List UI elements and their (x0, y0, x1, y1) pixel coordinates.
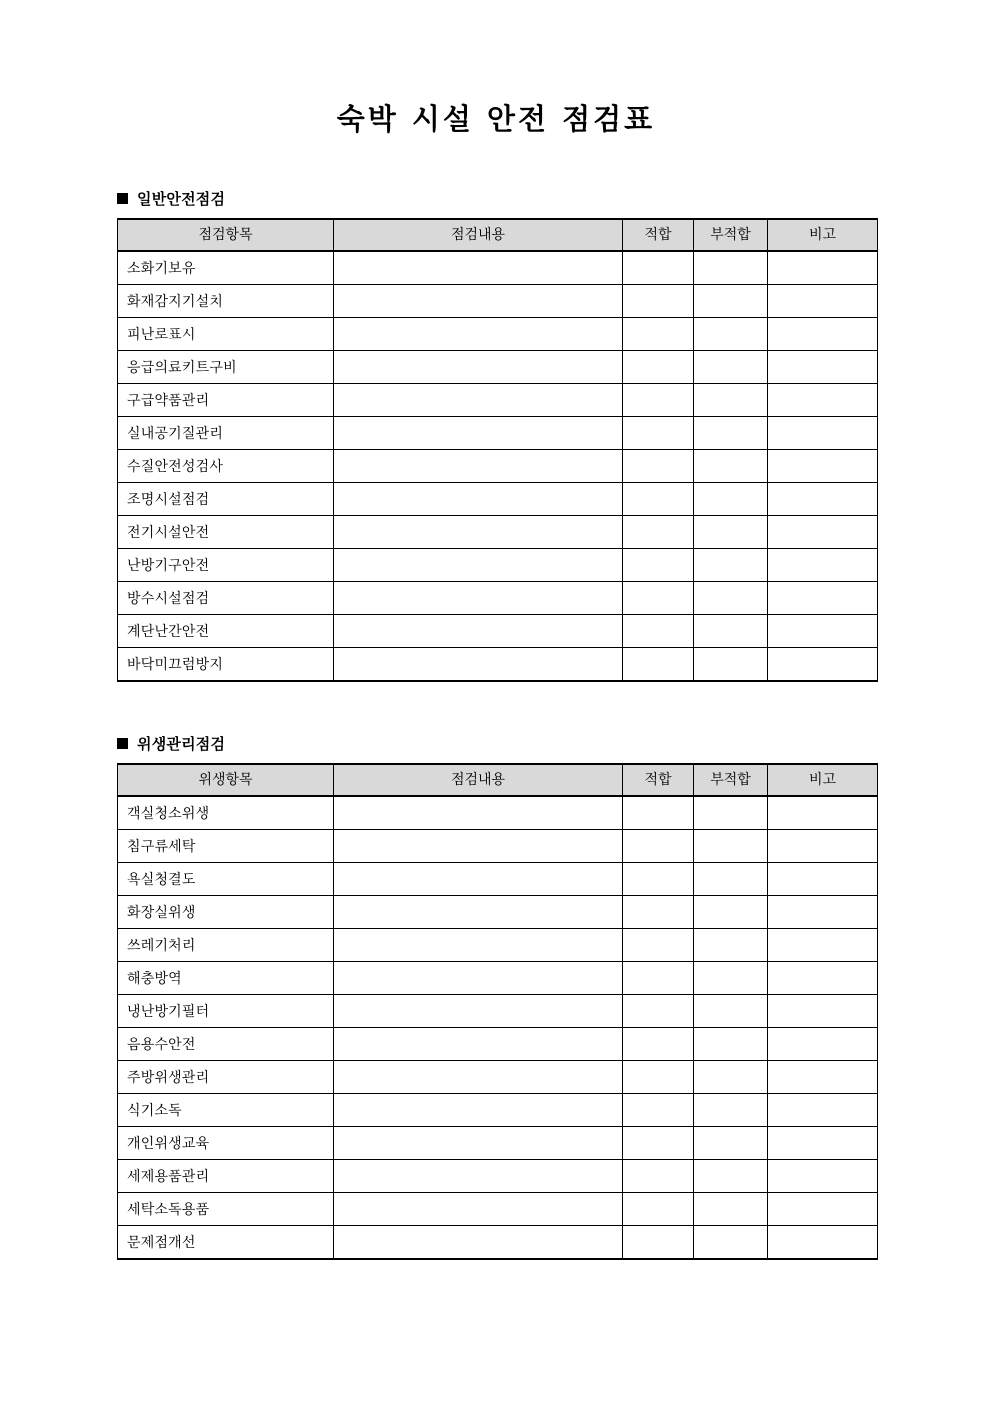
table-row (118, 483, 878, 516)
table-row (118, 582, 878, 615)
cell-fail[interactable] (694, 648, 768, 682)
cell-fail[interactable] (694, 1193, 768, 1226)
row-item-label: 조명시설점검 (118, 483, 334, 516)
row-item-label: 세탁소독용품 (118, 1193, 334, 1226)
cell-note[interactable] (768, 1028, 878, 1061)
cell-fail[interactable] (694, 995, 768, 1028)
cell-pass[interactable] (623, 483, 694, 516)
cell-fail[interactable] (694, 582, 768, 615)
column-header-item: 점검항목 (118, 219, 334, 251)
row-item-label: 객실청소위생 (118, 796, 334, 830)
hygiene-management-checklist-table (117, 763, 878, 1260)
cell-fail[interactable] (694, 549, 768, 582)
cell-pass[interactable] (623, 1160, 694, 1193)
table-row (118, 1226, 878, 1260)
cell-fail[interactable] (694, 796, 768, 830)
table-row (118, 450, 878, 483)
table-row (118, 1160, 878, 1193)
column-header-content: 점검내용 (334, 764, 623, 796)
cell-pass[interactable] (623, 929, 694, 962)
cell-pass[interactable] (623, 1094, 694, 1127)
cell-pass[interactable] (623, 251, 694, 285)
table-row (118, 1193, 878, 1226)
cell-content[interactable] (334, 1226, 623, 1260)
cell-fail[interactable] (694, 929, 768, 962)
cell-note[interactable] (768, 251, 878, 285)
cell-note[interactable] (768, 1094, 878, 1127)
row-item-label: 피난로표시 (118, 318, 334, 351)
cell-note[interactable] (768, 582, 878, 615)
cell-content[interactable] (334, 483, 623, 516)
column-header-item: 위생항목 (118, 764, 334, 796)
cell-fail[interactable] (694, 351, 768, 384)
cell-note[interactable] (768, 863, 878, 896)
cell-pass[interactable] (623, 648, 694, 682)
cell-fail[interactable] (694, 1160, 768, 1193)
cell-note[interactable] (768, 1226, 878, 1260)
row-item-label: 음용수안전 (118, 1028, 334, 1061)
cell-content[interactable] (334, 1193, 623, 1226)
row-item-label: 주방위생관리 (118, 1061, 334, 1094)
cell-fail[interactable] (694, 417, 768, 450)
cell-fail[interactable] (694, 962, 768, 995)
table-row (118, 384, 878, 417)
row-item-label: 해충방역 (118, 962, 334, 995)
table-row (118, 615, 878, 648)
cell-content[interactable] (334, 417, 623, 450)
section-general-safety (117, 188, 877, 682)
row-item-label: 세제용품관리 (118, 1160, 334, 1193)
table-row (118, 1061, 878, 1094)
cell-note[interactable] (768, 384, 878, 417)
cell-pass[interactable] (623, 1061, 694, 1094)
cell-content[interactable] (334, 549, 623, 582)
table-row (118, 516, 878, 549)
cell-pass[interactable] (623, 450, 694, 483)
row-item-label: 욕실청결도 (118, 863, 334, 896)
cell-content[interactable] (334, 1160, 623, 1193)
cell-pass[interactable] (623, 1193, 694, 1226)
column-header-pass: 적합 (623, 219, 694, 251)
cell-fail[interactable] (694, 251, 768, 285)
cell-content[interactable] (334, 318, 623, 351)
row-item-label: 쓰레기처리 (118, 929, 334, 962)
cell-content[interactable] (334, 1061, 623, 1094)
table-row (118, 995, 878, 1028)
row-item-label: 화재감지기설치 (118, 285, 334, 318)
cell-note[interactable] (768, 351, 878, 384)
cell-content[interactable] (334, 830, 623, 863)
cell-pass[interactable] (623, 1226, 694, 1260)
cell-note[interactable] (768, 615, 878, 648)
row-item-label: 소화기보유 (118, 251, 334, 285)
cell-content[interactable] (334, 1094, 623, 1127)
cell-note[interactable] (768, 929, 878, 962)
table-row (118, 896, 878, 929)
cell-fail[interactable] (694, 285, 768, 318)
row-item-label: 응급의료키트구비 (118, 351, 334, 384)
cell-content[interactable] (334, 285, 623, 318)
table-row (118, 1127, 878, 1160)
cell-fail[interactable] (694, 863, 768, 896)
cell-content[interactable] (334, 995, 623, 1028)
row-item-label: 계단난간안전 (118, 615, 334, 648)
cell-content[interactable] (334, 582, 623, 615)
row-item-label: 실내공기질관리 (118, 417, 334, 450)
cell-pass[interactable] (623, 615, 694, 648)
cell-content[interactable] (334, 929, 623, 962)
cell-pass[interactable] (623, 516, 694, 549)
cell-note[interactable] (768, 995, 878, 1028)
table-row (118, 1028, 878, 1061)
table-row (118, 648, 878, 682)
table-row (118, 549, 878, 582)
cell-note[interactable] (768, 516, 878, 549)
column-header-fail: 부적합 (694, 219, 768, 251)
cell-fail[interactable] (694, 1127, 768, 1160)
hygiene-management-table-body (118, 796, 878, 1259)
cell-fail[interactable] (694, 1094, 768, 1127)
table-row (118, 962, 878, 995)
cell-pass[interactable] (623, 995, 694, 1028)
row-item-label: 개인위생교육 (118, 1127, 334, 1160)
cell-fail[interactable] (694, 1028, 768, 1061)
cell-note[interactable] (768, 1193, 878, 1226)
cell-content[interactable] (334, 351, 623, 384)
cell-fail[interactable] (694, 1226, 768, 1260)
table-row (118, 285, 878, 318)
cell-note[interactable] (768, 285, 878, 318)
cell-note[interactable] (768, 483, 878, 516)
table-row (118, 863, 878, 896)
column-header-pass: 적합 (623, 764, 694, 796)
row-item-label: 식기소독 (118, 1094, 334, 1127)
column-header-fail: 부적합 (694, 764, 768, 796)
section-heading-general-safety (117, 188, 877, 208)
cell-note[interactable] (768, 318, 878, 351)
cell-pass[interactable] (623, 830, 694, 863)
cell-content[interactable] (334, 863, 623, 896)
table-row (118, 351, 878, 384)
cell-note[interactable] (768, 962, 878, 995)
cell-fail[interactable] (694, 830, 768, 863)
cell-note[interactable] (768, 796, 878, 830)
cell-pass[interactable] (623, 962, 694, 995)
section-hygiene-management (117, 733, 877, 1260)
table-row (118, 796, 878, 830)
column-header-content: 점검내용 (334, 219, 623, 251)
cell-fail[interactable] (694, 483, 768, 516)
row-item-label: 방수시설점검 (118, 582, 334, 615)
cell-note[interactable] (768, 1160, 878, 1193)
cell-content[interactable] (334, 1127, 623, 1160)
row-item-label: 화장실위생 (118, 896, 334, 929)
cell-content[interactable] (334, 615, 623, 648)
row-item-label: 전기시설안전 (118, 516, 334, 549)
row-item-label: 난방기구안전 (118, 549, 334, 582)
table-row (118, 417, 878, 450)
table-row (118, 1094, 878, 1127)
column-header-note: 비고 (768, 219, 878, 251)
table-row (118, 929, 878, 962)
cell-note[interactable] (768, 648, 878, 682)
cell-pass[interactable] (623, 384, 694, 417)
cell-note[interactable] (768, 830, 878, 863)
row-item-label: 구급약품관리 (118, 384, 334, 417)
cell-content[interactable] (334, 896, 623, 929)
cell-content[interactable] (334, 962, 623, 995)
cell-pass[interactable] (623, 863, 694, 896)
cell-pass[interactable] (623, 582, 694, 615)
section-heading-label: 일반안전점검 (137, 189, 226, 208)
table-header-row (118, 219, 878, 251)
row-item-label: 문제점개선 (118, 1226, 334, 1260)
cell-fail[interactable] (694, 516, 768, 549)
cell-note[interactable] (768, 549, 878, 582)
cell-fail[interactable] (694, 1061, 768, 1094)
row-item-label: 냉난방기필터 (118, 995, 334, 1028)
cell-note[interactable] (768, 896, 878, 929)
cell-pass[interactable] (623, 318, 694, 351)
cell-note[interactable] (768, 1061, 878, 1094)
table-row (118, 251, 878, 285)
cell-content[interactable] (334, 450, 623, 483)
cell-content[interactable] (334, 251, 623, 285)
cell-fail[interactable] (694, 450, 768, 483)
filled-square-icon (117, 193, 128, 204)
table-header-row (118, 764, 878, 796)
cell-pass[interactable] (623, 351, 694, 384)
cell-pass[interactable] (623, 896, 694, 929)
cell-fail[interactable] (694, 615, 768, 648)
table-row (118, 318, 878, 351)
cell-fail[interactable] (694, 896, 768, 929)
cell-content[interactable] (334, 1028, 623, 1061)
cell-content[interactable] (334, 648, 623, 682)
general-safety-table-body (118, 251, 878, 681)
cell-note[interactable] (768, 450, 878, 483)
general-safety-checklist-table (117, 218, 878, 682)
section-heading-hygiene-management (117, 733, 877, 753)
cell-note[interactable] (768, 417, 878, 450)
page-title: 숙박 시설 안전 점검표 (336, 102, 656, 136)
cell-fail[interactable] (694, 318, 768, 351)
cell-pass[interactable] (623, 796, 694, 830)
section-heading-label: 위생관리점검 (137, 734, 226, 753)
row-item-label: 바닥미끄럼방지 (118, 648, 334, 682)
cell-pass[interactable] (623, 1127, 694, 1160)
cell-content[interactable] (334, 796, 623, 830)
filled-square-icon (117, 738, 128, 749)
cell-pass[interactable] (623, 417, 694, 450)
row-item-label: 수질안전성검사 (118, 450, 334, 483)
column-header-note: 비고 (768, 764, 878, 796)
cell-pass[interactable] (623, 1028, 694, 1061)
cell-pass[interactable] (623, 285, 694, 318)
row-item-label: 침구류세탁 (118, 830, 334, 863)
cell-content[interactable] (334, 516, 623, 549)
cell-pass[interactable] (623, 549, 694, 582)
cell-content[interactable] (334, 384, 623, 417)
table-row (118, 830, 878, 863)
cell-fail[interactable] (694, 384, 768, 417)
cell-note[interactable] (768, 1127, 878, 1160)
